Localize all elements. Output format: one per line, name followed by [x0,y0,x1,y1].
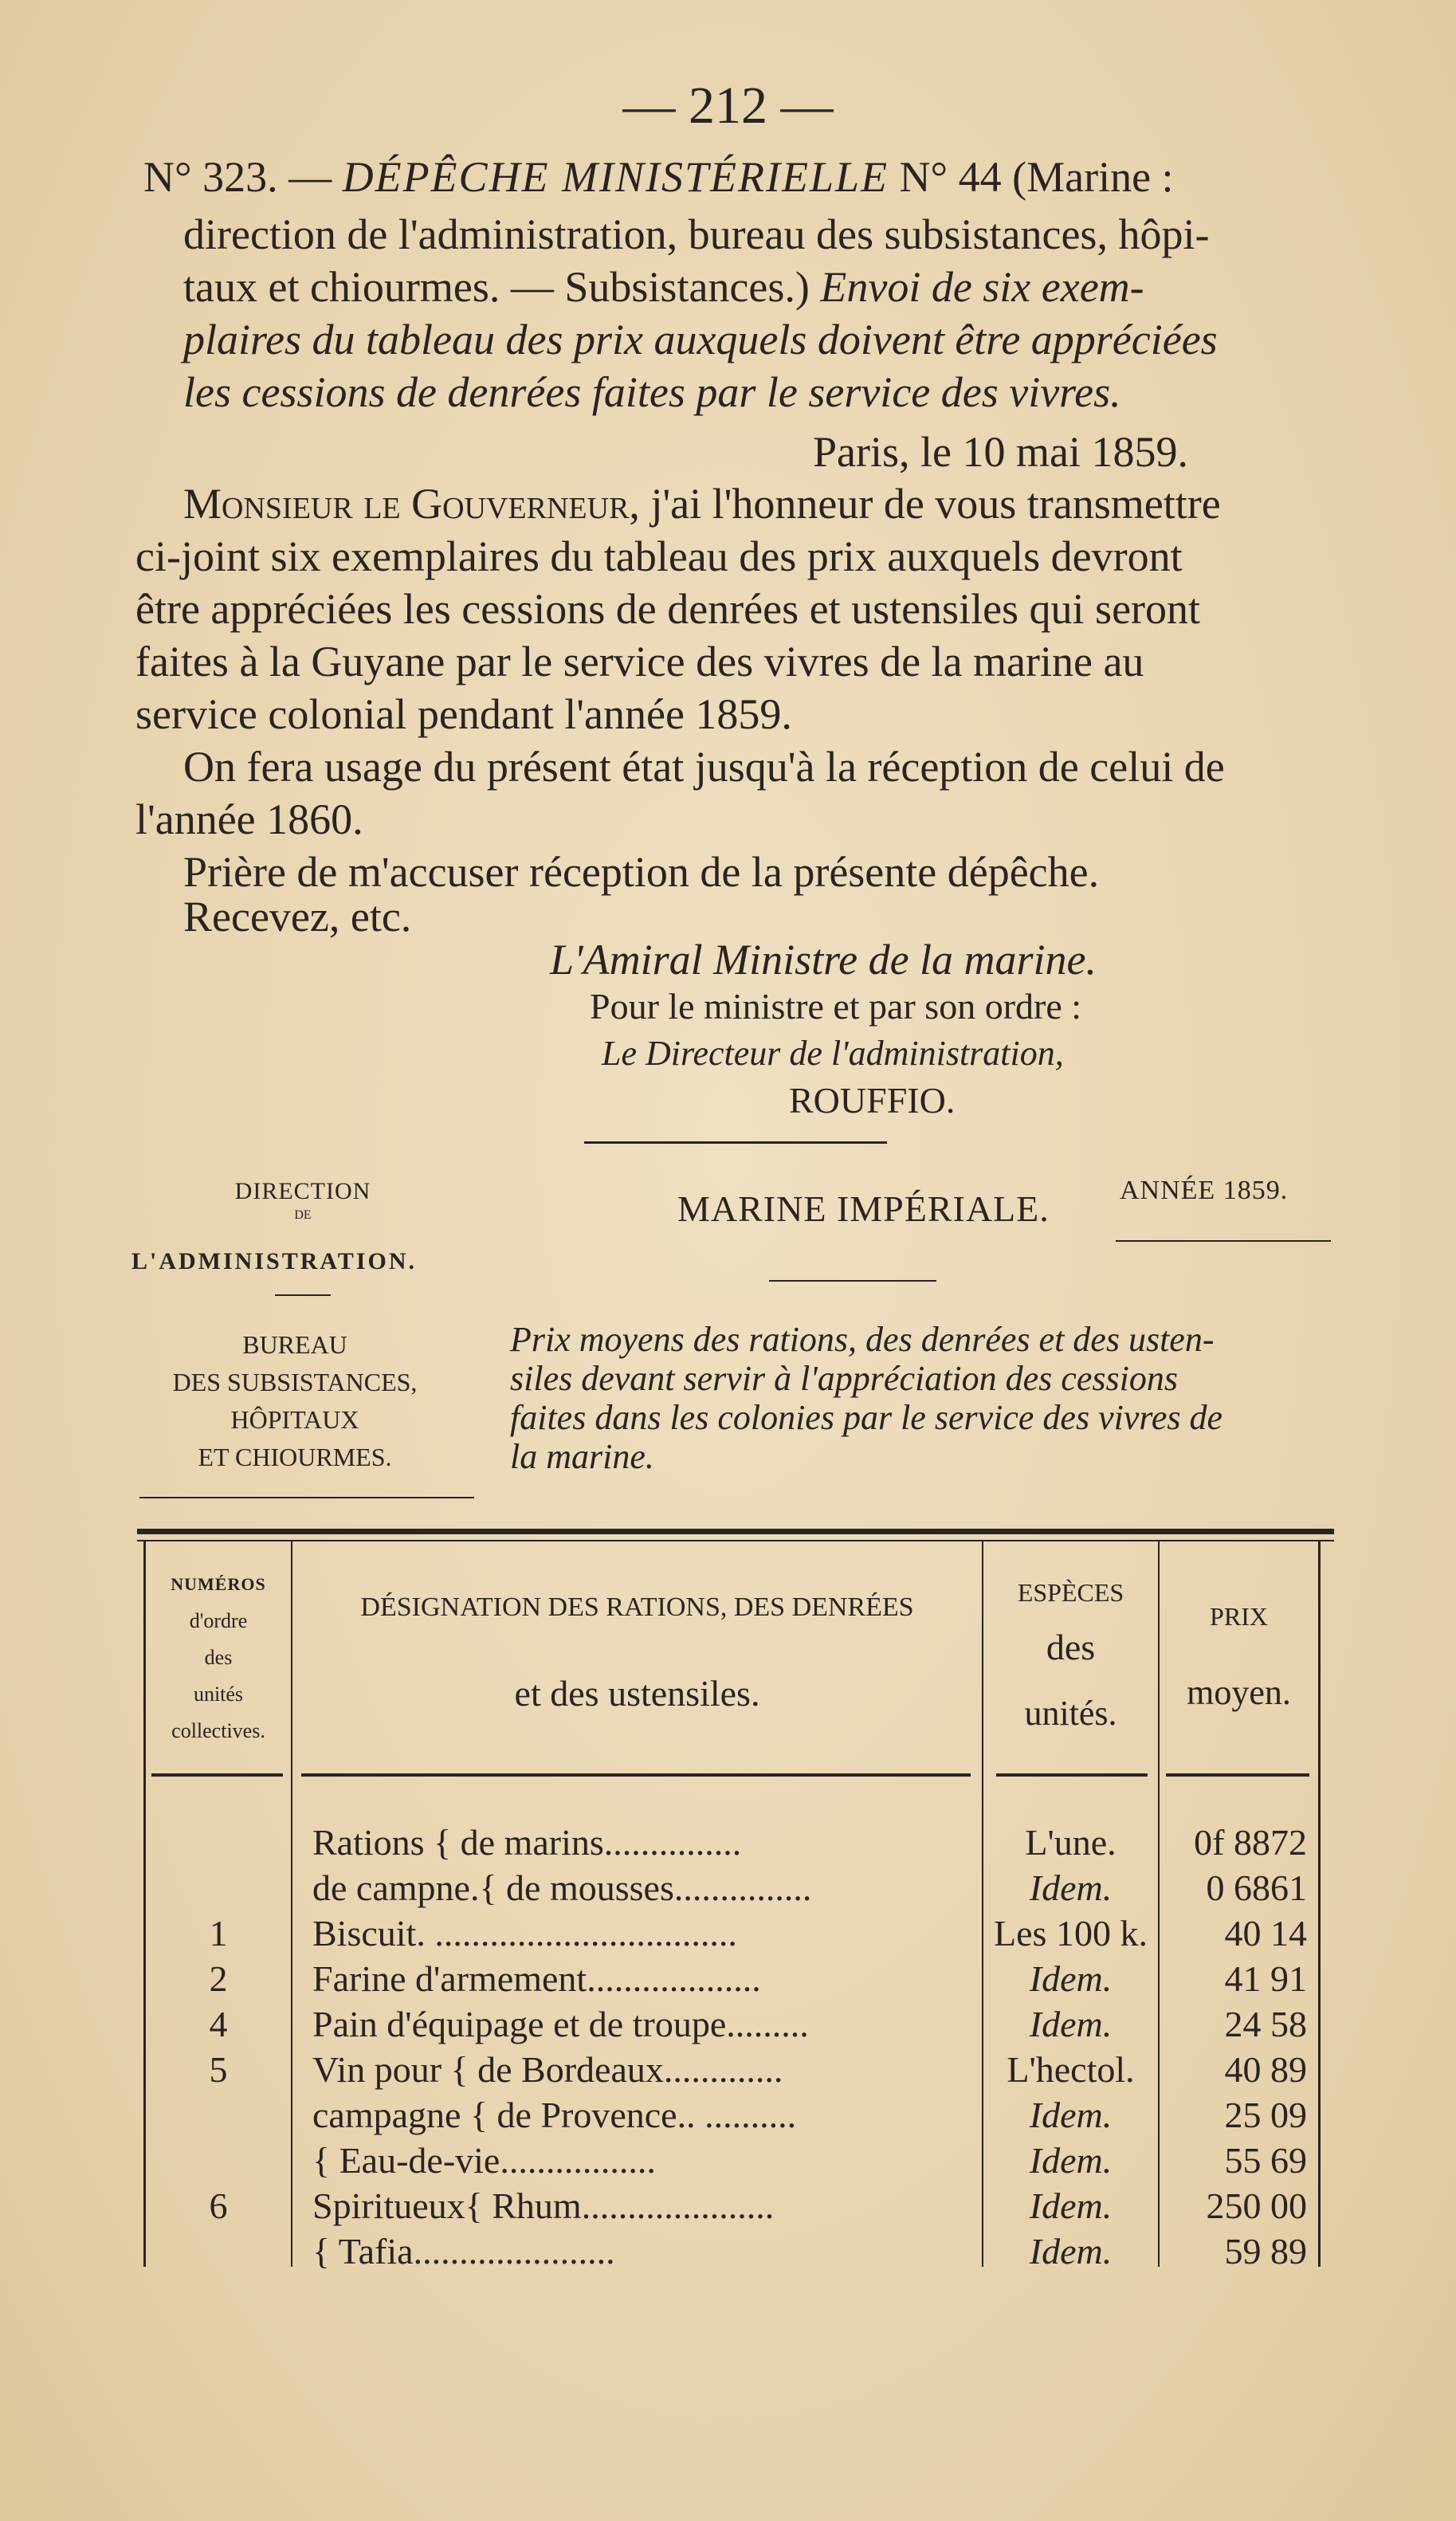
dispatch-heading-line-2: direction de l'administration, bureau des subsistances, hôpi- [183,210,1210,258]
row-price: 24 58 [1224,2004,1307,2044]
row-desig: de campne.{ de mousses............... [312,1867,812,1908]
row-price: 40 14 [1224,1913,1307,1954]
direction-line-3: L'ADMINISTRATION. [131,1248,417,1274]
letter-line-8: Prière de m'accuser réception de la présente dépêche. [183,848,1100,896]
header-num-l3: des [204,1646,233,1669]
row-unit: Idem. [1029,2140,1113,2181]
bureau-line-4: ET CHIOURMES. [198,1443,392,1471]
header-num-l2: d'ordre [189,1609,248,1632]
year-rule [1116,1240,1331,1242]
row-desig: Rations { de marins............... [312,1822,742,1863]
letter-text: j'ai l'honneur de vous transmettre [650,480,1221,528]
title-ornament [769,1280,936,1282]
row-unit: Les 100 k. [994,1913,1148,1954]
dispatch-heading-rest: (Marine : [1012,153,1174,201]
row-price: 55 69 [1224,2140,1307,2181]
letter-closing: Recevez, etc. [183,893,412,940]
letter-line-1 [183,478,1221,529]
page-number: — 212 — [622,77,834,135]
salutation: Monsieur le Gouverneur, [183,480,640,528]
signature-director: Le Directeur de l'administration, [602,1034,1064,1073]
place-date: Paris, le 10 mai 1859. [813,428,1188,476]
table-top-rule [137,1529,1334,1534]
dispatch-heading-line-1 [143,151,1339,202]
row-price: 40 89 [1224,2049,1307,2090]
row-num: 4 [209,2004,228,2044]
row-unit: Idem. [1029,2095,1113,2135]
marine-imperiale-title: MARINE IMPÉRIALE. [677,1188,1050,1229]
table-description [510,1320,1339,1476]
header-especes-3: unités. [1024,1694,1117,1733]
separator-rule [584,1141,887,1144]
row-unit: L'hectol. [1007,2049,1135,2090]
letter-line-7: l'année 1860. [135,795,363,843]
bureau-line-1: BUREAU [242,1330,347,1359]
dispatch-title: DÉPÊCHE MINISTÉRIELLE [342,153,889,201]
header-num-l4: unités [193,1683,244,1706]
direction-rule [275,1294,331,1296]
row-desig: Farine d'armement................... [312,1958,761,1999]
col-divider-1 [291,1541,292,2267]
header-numeros [146,1566,291,1749]
row-price: 0f 8872 [1194,1822,1307,1863]
year-label: ANNÉE 1859. [1120,1176,1289,1205]
header-num-l5: collectives. [171,1719,265,1742]
dispatch-heading-line-3 [183,261,1144,312]
header-rule-1 [151,1773,283,1777]
row-unit: L'une. [1025,1822,1117,1863]
row-unit: Idem. [1029,2231,1113,2272]
row-num: 2 [209,1958,228,1999]
dispatch-summary-start: Envoi de six exem- [820,263,1144,311]
row-price: 0 6861 [1206,1867,1307,1908]
row-price: 250 00 [1206,2185,1307,2226]
header-especes-2: des [1046,1627,1096,1667]
letter-line-3: être appréciées les cessions de denrées et ustensiles qui seront [135,585,1201,633]
letter-line-6: On fera usage du présent état jusqu'à la réception de celui de [183,743,1225,791]
signature-order: Pour le ministre et par son ordre : [590,986,1082,1027]
signature-title: L'Amiral Ministre de la marine. [550,936,1097,984]
row-unit: Idem. [1029,1867,1113,1908]
row-price: 59 89 [1224,2231,1307,2272]
description-line-1: Prix moyens des rations, des denrées et des usten- [510,1320,1215,1359]
table-top-rule-thin [137,1540,1334,1541]
row-num: 6 [209,2185,228,2226]
row-desig: { Eau-de-vie................. [312,2140,656,2181]
row-unit: Idem. [1029,1958,1113,1999]
header-num-l1: NUMÉROS [171,1574,266,1594]
dispatch-subject: taux et chiourmes. — Subsistances.) [183,263,810,311]
header-prix-2: moyen. [1187,1673,1291,1712]
bureau-rule [139,1497,474,1498]
description-line-2: siles devant servir à l'appréciation des cessions [510,1359,1178,1398]
bureau-line-2: DES SUBSISTANCES, [172,1368,418,1396]
letter-line-5: service colonial pendant l'année 1859. [135,690,792,738]
header-rule-3 [996,1773,1148,1777]
signature-name: ROUFFIO. [789,1080,956,1121]
bureau-block [120,1326,470,1476]
dispatch-heading-line-5: les cessions de denrées faites par le service des vivres. [183,368,1121,416]
direction-line-2: DE [294,1208,312,1222]
letter-line-4: faites à la Guyane par le service des vivres de la marine au [135,638,1144,685]
row-num: 5 [209,2049,228,2090]
bureau-line-3: HÔPITAUX [230,1405,359,1434]
letter-line-2: ci-joint six exemplaires du tableau des prix auxquels devront [135,532,1183,580]
row-desig: Biscuit. ................................. [312,1913,737,1954]
header-rule-4 [1166,1773,1309,1777]
header-especes-1: ESPÈCES [1017,1578,1124,1607]
row-unit: Idem. [1029,2004,1113,2044]
dispatch-heading-line-4: plaires du tableau des prix auxquels doivent être appréciées [183,316,1218,363]
row-desig: campagne { de Provence.. .......... [312,2095,797,2135]
row-num: 1 [209,1913,228,1954]
table-right-border [1318,1541,1321,2267]
dispatch-title-number: N° 44 [899,153,1002,201]
row-desig: Pain d'équipage et de troupe......... [312,2004,809,2044]
row-unit: Idem. [1029,2185,1113,2226]
row-desig: Spiritueux{ Rhum..................... [312,2185,775,2226]
dispatch-number: N° 323. — [143,153,332,201]
row-desig: { Tafia...................... [312,2231,615,2272]
row-price: 41 91 [1224,1958,1307,1999]
header-prix-1: PRIX [1210,1602,1268,1631]
row-desig: Vin pour { de Bordeaux............. [312,2049,783,2090]
direction-line-1: DIRECTION [234,1178,371,1204]
header-designation-1: DÉSIGNATION DES RATIONS, DES DENRÉES [360,1592,914,1622]
direction-block [175,1178,430,1226]
header-designation-2: et des ustensiles. [514,1673,760,1714]
header-rule-2 [301,1773,971,1777]
description-line-4: la marine. [510,1437,654,1476]
description-line-3: faites dans les colonies par le service des vivres de [510,1398,1223,1437]
row-price: 25 09 [1224,2095,1307,2135]
